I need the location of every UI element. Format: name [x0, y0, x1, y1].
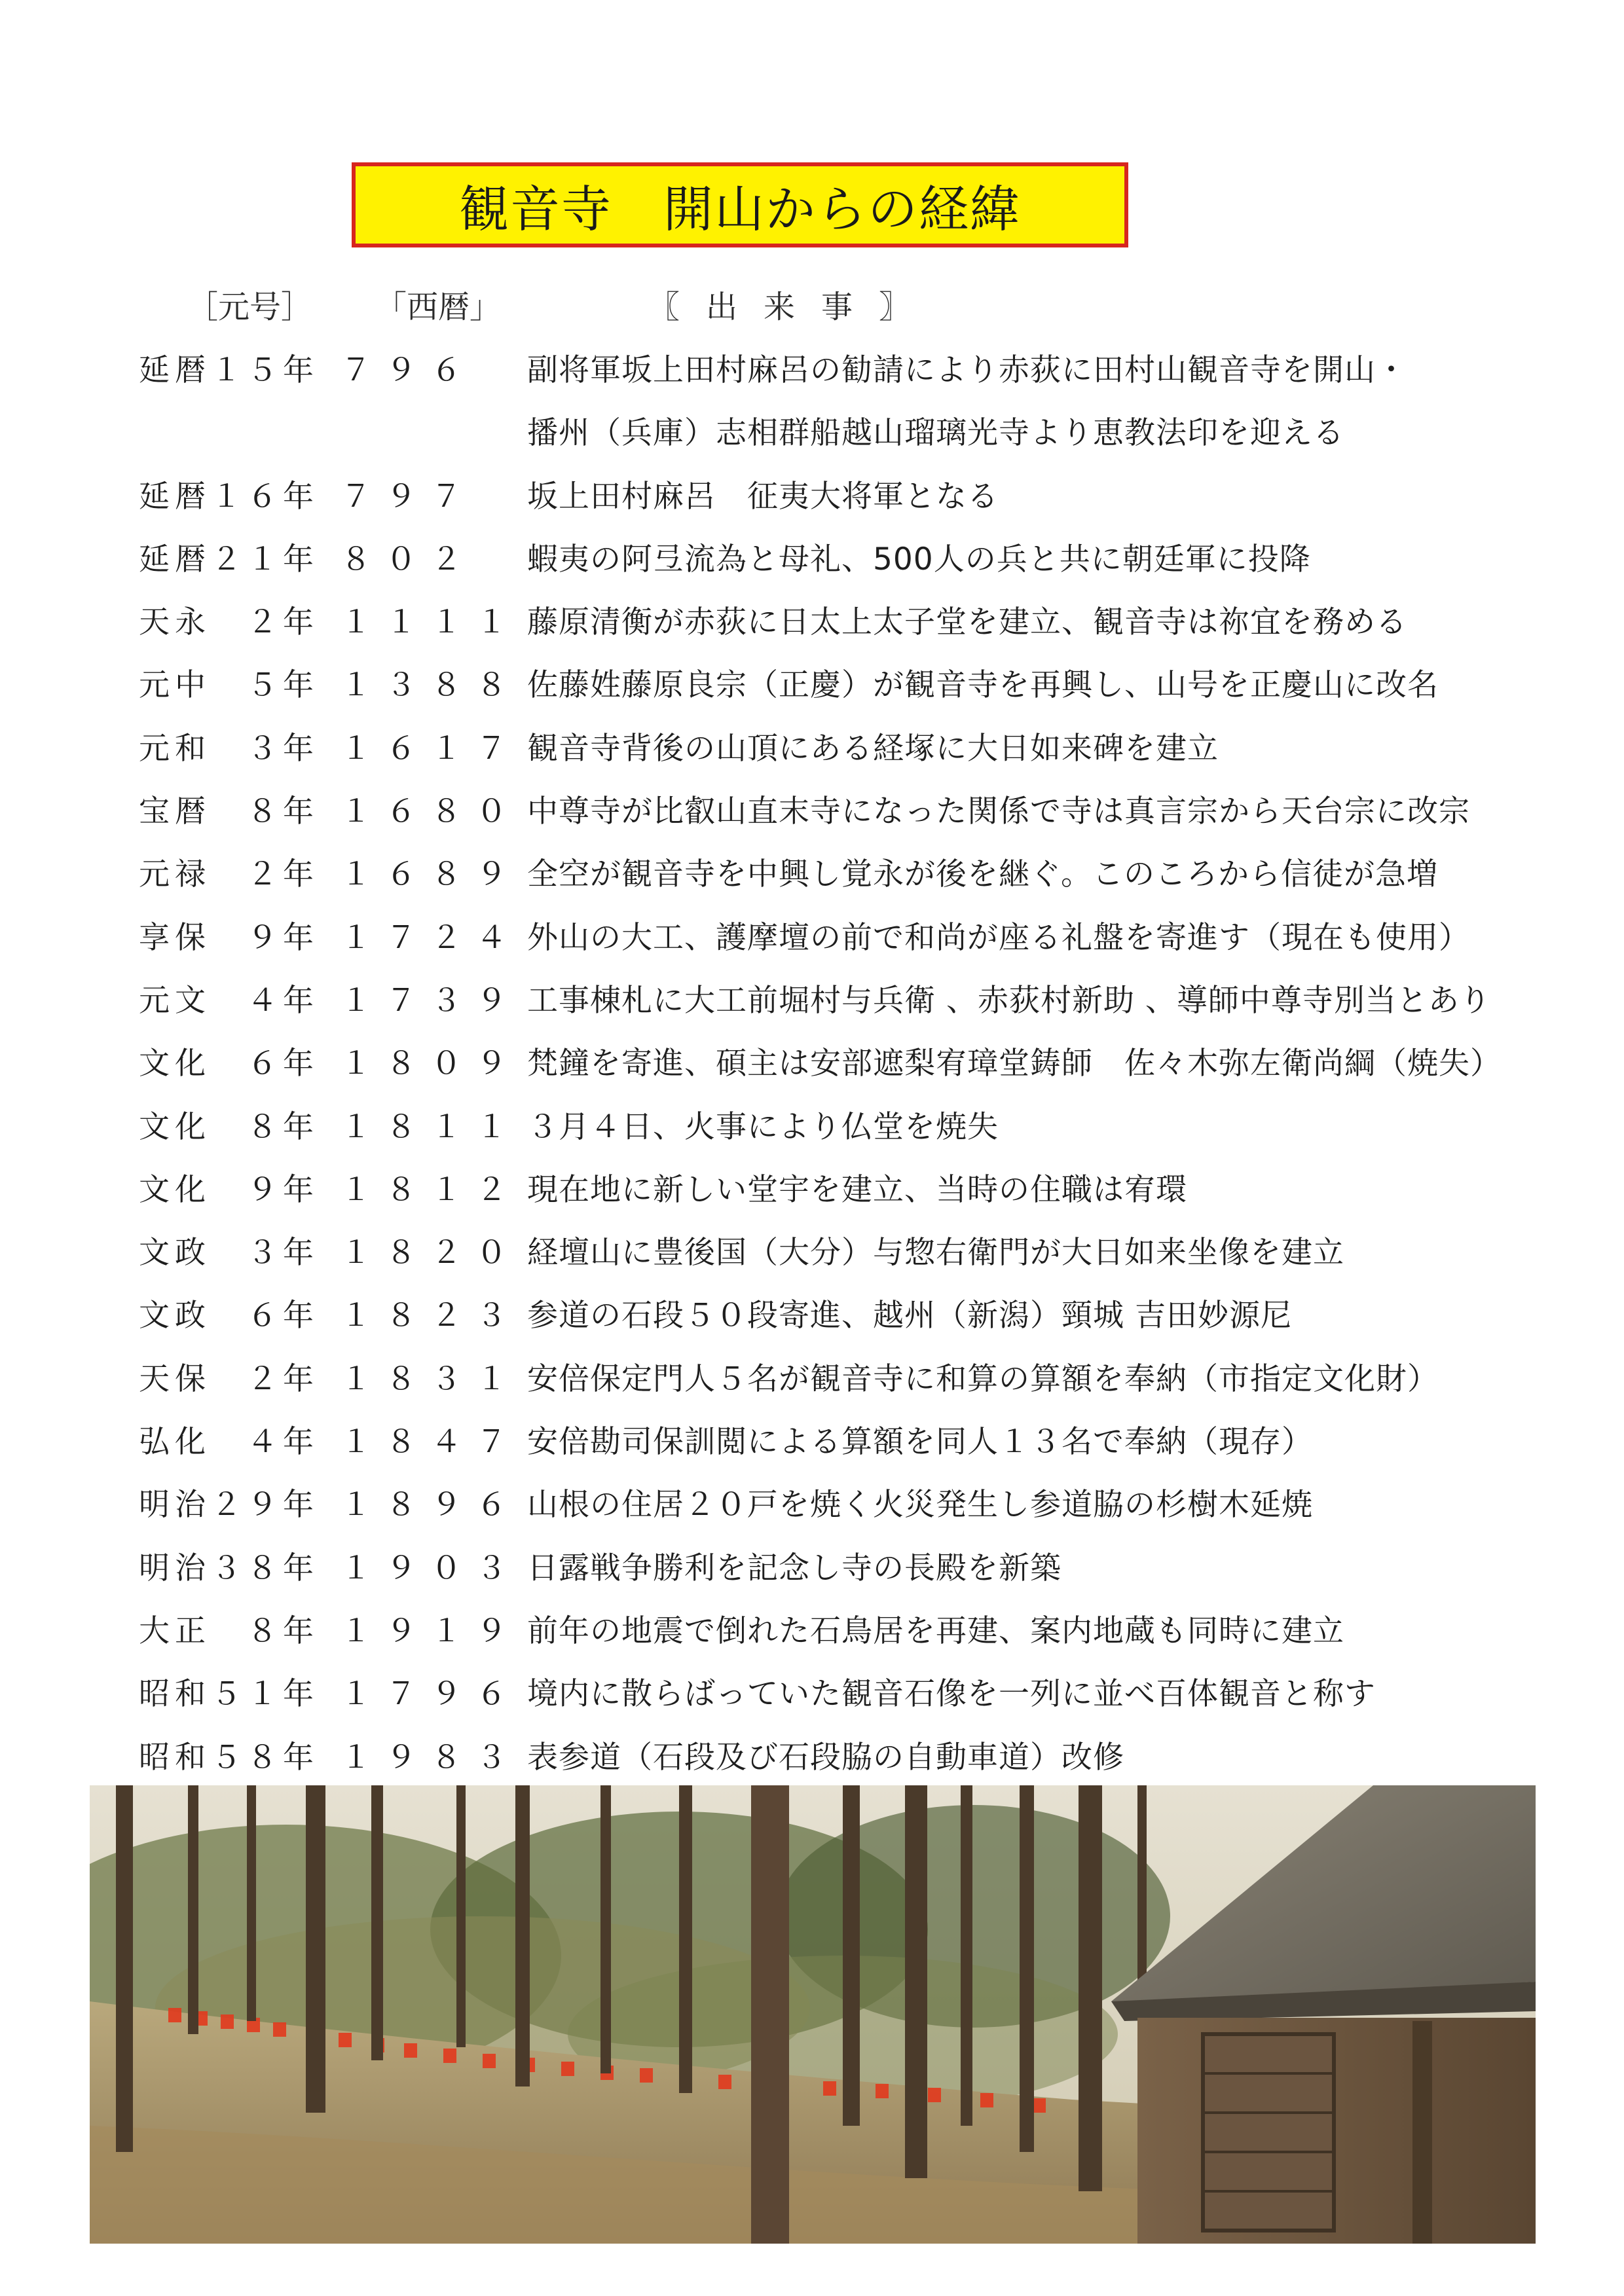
table-row: [0, 1160, 1624, 1223]
event-cell: 山根の住居２０戸を焼く火災発生し参道脇の杉樹木延焼: [527, 1487, 1313, 1523]
header-event: 〖出来事〗: [648, 289, 937, 325]
year-cell: １７９６: [341, 1676, 521, 1713]
year-cell: １７３９: [341, 982, 521, 1019]
table-row: [0, 908, 1624, 971]
era-cell: 文化 ９年: [139, 1171, 319, 1208]
year-cell: １１１１: [341, 604, 521, 641]
table-row: [0, 782, 1624, 845]
era-cell: 享保 ９年: [139, 919, 319, 956]
year-cell: １６８９: [341, 856, 521, 893]
event-cell: 坂上田村麻呂 征夷大将軍となる: [527, 478, 999, 515]
era-cell: 文化 ６年: [139, 1046, 319, 1082]
event-cell: 前年の地震で倒れた石鳥居を再建、案内地蔵も同時に建立: [527, 1613, 1344, 1649]
era-cell: 文政 ３年: [139, 1235, 319, 1271]
year-cell: １６１７: [341, 730, 521, 767]
table-row: [0, 1286, 1624, 1349]
era-cell: 昭和５８年: [139, 1739, 319, 1776]
table-row: [0, 971, 1624, 1034]
event-cell: 全空が観音寺を中興し覚永が後を継ぐ。このころから信徒が急増: [527, 856, 1439, 893]
year-cell: １６８０: [341, 793, 521, 830]
year-cell: １３８８: [341, 667, 521, 704]
era-cell: 天保 ２年: [139, 1360, 319, 1397]
table-row: [0, 1475, 1624, 1538]
header-year: 「西暦」: [375, 289, 502, 325]
table-row: [0, 655, 1624, 718]
year-cell: １９０３: [341, 1550, 521, 1586]
event-cell: 日露戦争勝利を記念し寺の長殿を新築: [527, 1550, 1061, 1586]
history-table: [0, 340, 1624, 1791]
table-row: [0, 592, 1624, 655]
table-row: [0, 1728, 1624, 1791]
era-cell: 延暦１５年: [139, 352, 319, 388]
year-cell: １８４７: [341, 1424, 521, 1461]
event-cell: ３月４日、火事により仏堂を焼失: [527, 1108, 999, 1145]
header-era: ［元号］: [187, 289, 313, 325]
event-cell: 梵鐘を寄進、碩主は安部遮梨宥璋堂鋳師 佐々木弥左衛尚綱（焼失）: [527, 1046, 1502, 1082]
page-title: 観音寺 開山からの経緯: [352, 162, 1128, 247]
year-cell: １８２３: [341, 1298, 521, 1334]
year-cell: １８３１: [341, 1360, 521, 1397]
era-cell: 延暦１６年: [139, 478, 319, 515]
table-row: [0, 530, 1624, 592]
table-row: [0, 719, 1624, 782]
year-cell: １８１１: [341, 1108, 521, 1145]
table-row: [0, 1539, 1624, 1601]
table-row: [0, 1223, 1624, 1286]
year-cell: ７９７: [341, 478, 476, 515]
table-row: [0, 467, 1624, 530]
year-cell: １９８３: [341, 1739, 521, 1776]
event-cell: 藤原清衡が赤荻に日太上太子堂を建立、観音寺は祢宜を務める: [527, 604, 1407, 641]
era-cell: 明治３８年: [139, 1550, 319, 1586]
event-cell: 工事棟札に大工前堀村与兵衛 、赤荻村新助 、導師中尊寺別当とあり: [527, 982, 1491, 1019]
era-cell: 延暦２１年: [139, 541, 319, 577]
event-cell: 安倍勘司保訓閲による算額を同人１３名で奉納（現存）: [527, 1424, 1313, 1461]
era-cell: 元文 ４年: [139, 982, 319, 1019]
event-cell: 現在地に新しい堂宇を建立、当時の住職は宥環: [527, 1171, 1187, 1208]
year-cell: ８０２: [341, 541, 476, 577]
era-cell: 元和 ３年: [139, 730, 319, 767]
era-cell: 元中 ５年: [139, 667, 319, 704]
event-cell: 佐藤姓藤原良宗（正慶）が観音寺を再興し、山号を正慶山に改名: [527, 667, 1439, 704]
era-cell: 昭和５１年: [139, 1676, 319, 1713]
table-row: [0, 1034, 1624, 1097]
era-cell: 文政 ６年: [139, 1298, 319, 1334]
event-cell: 蝦夷の阿弖流為と母礼、500人の兵と共に朝廷軍に投降: [527, 541, 1311, 577]
event-cell: 観音寺背後の山頂にある経塚に大日如来碑を建立: [527, 730, 1219, 767]
event-cell: 安倍保定門人５名が観音寺に和算の算額を奉納（市指定文化財）: [527, 1360, 1439, 1397]
table-row: [0, 403, 1624, 466]
table-row: [0, 1412, 1624, 1475]
event-cell: 経壇山に豊後国（大分）与惣右衛門が大日如来坐像を建立: [527, 1235, 1344, 1271]
era-cell: 弘化 ４年: [139, 1424, 319, 1461]
event-cell: 副将軍坂上田村麻呂の勧請により赤荻に田村山観音寺を開山・: [527, 352, 1407, 388]
year-cell: １８１２: [341, 1171, 521, 1208]
temple-grounds-photo: [90, 1785, 1536, 2244]
event-cell: 境内に散らばっていた観音石像を一列に並べ百体観音と称す: [527, 1676, 1376, 1713]
table-row: [0, 1664, 1624, 1727]
era-cell: 大正 ８年: [139, 1613, 319, 1649]
year-cell: １８０９: [341, 1046, 521, 1082]
event-cell: 外山の大工、護摩壇の前で和尚が座る礼盤を寄進す（現在も使用）: [527, 919, 1470, 956]
era-cell: 天永 ２年: [139, 604, 319, 641]
era-cell: 宝暦 ８年: [139, 793, 319, 830]
table-row: [0, 845, 1624, 907]
table-row: [0, 1601, 1624, 1664]
table-row: [0, 1349, 1624, 1412]
event-cell: 播州（兵庫）志相群船越山瑠璃光寺より恵教法印を迎える: [527, 415, 1344, 452]
year-cell: ７９６: [341, 352, 476, 388]
event-cell: 中尊寺が比叡山直末寺になった関係で寺は真言宗から天台宗に改宗: [527, 793, 1470, 830]
year-cell: １７２４: [341, 919, 521, 956]
era-cell: 元禄 ２年: [139, 856, 319, 893]
year-cell: １８９６: [341, 1487, 521, 1523]
year-cell: １９１９: [341, 1613, 521, 1649]
event-cell: 表参道（石段及び石段脇の自動車道）改修: [527, 1739, 1124, 1776]
event-cell: 参道の石段５０段寄進、越州（新潟）頸城 吉田妙源尼: [527, 1298, 1292, 1334]
era-cell: 明治２９年: [139, 1487, 319, 1523]
era-cell: 文化 ８年: [139, 1108, 319, 1145]
table-row: [0, 340, 1624, 403]
table-row: [0, 1097, 1624, 1160]
year-cell: １８２０: [341, 1235, 521, 1271]
